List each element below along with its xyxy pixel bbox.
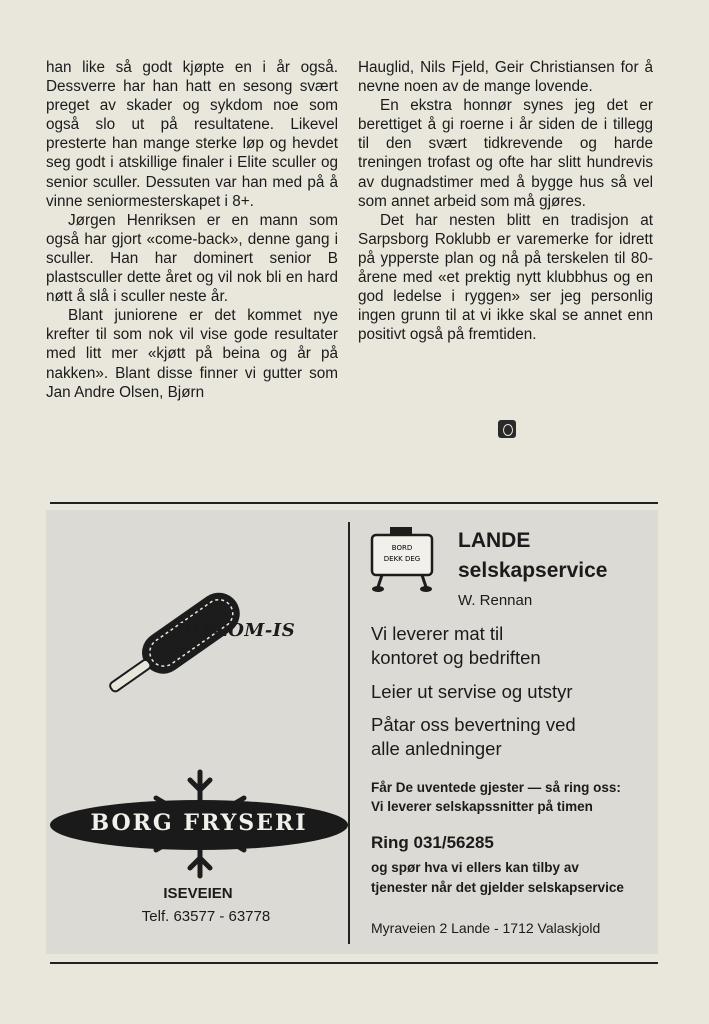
lande-address: Myraveien 2 Lande - 1712 Valaskjold xyxy=(371,920,601,936)
lande-phone: Ring 031/56285 xyxy=(371,833,494,852)
advert-divider xyxy=(348,522,350,944)
offer-line: og spør hva vi ellers kan tilby av xyxy=(371,860,579,875)
paragraph: Blant juniorene er det kommet nye krefter til som nok vil vise gode resultater med litt mer «kjøtt på beina og år på nakken». Blant disse finner vi gutter som Jan Andre Olsen, Bjørn xyxy=(46,307,338,401)
service-line: Påtar oss bevertning ved xyxy=(371,714,576,735)
lande-subtitle: selskapservice xyxy=(458,559,608,582)
top-divider xyxy=(50,502,658,504)
offer-line: tjenester når det gjelder selskapservice xyxy=(371,880,624,895)
paragraph: Det har nesten blitt en tradisjon at Sarpsborg Roklubb er varemerke for idrett på ypperste plan og nå på terskelen til 80-årene med «et prektig nytt klubbhus og en god ledelse i ryggen» ser jeg personlig ingen grunn til at vi ikke skal se annet enn positivt også på fremtiden. xyxy=(358,211,653,344)
article-right-column xyxy=(358,58,653,344)
service-line: Leier ut servise og utstyr xyxy=(371,681,573,702)
bottom-divider xyxy=(50,962,658,964)
diplom-is-logo: DIPLOM-IS xyxy=(176,620,296,641)
article-left-column xyxy=(46,58,338,402)
borg-street: ISEVEIEN xyxy=(163,885,233,902)
paragraph: En ekstra honnør synes jeg det er berettiget å gi roerne i år siden de i tillegg til den svært tidkrevende og harde treningen trofast og ofte har slitt hundrevis av dugnadstimer med å bygge hus så vel som annet arbeid som må gjøres. xyxy=(358,97,653,210)
paragraph: Jørgen Henriksen er en mann som også har gjort «come-back», denne gang i sculler. Han har dominert senior B plastsculler dette året og vil nok bli en hard nøtt å slå i sculler neste år. xyxy=(46,211,338,306)
sign-line-2: DEKK DEG xyxy=(383,555,421,563)
end-of-article-icon xyxy=(498,420,516,438)
service-line: Vi leverer mat til xyxy=(371,623,504,644)
table-mascot-icon xyxy=(368,525,438,595)
lande-owner: W. Rennan xyxy=(458,592,533,609)
service-line: alle anledninger xyxy=(371,738,502,759)
sign-line-1: BORD xyxy=(391,544,413,552)
borg-fryseri-logo: BORG FRYSERI xyxy=(90,810,308,836)
service-line: kontoret og bedriften xyxy=(371,647,541,668)
lande-title: LANDE xyxy=(458,529,531,552)
paragraph: han like så godt kjøpte en i år også. Dessverre har han hatt en sesong svært preget av skader og sykdom noe som også slo ut på resultatene. Likevel presterte han mange sterke løp og hevdet seg godt i atskillige finaler i Elite sculler og senior sculler. Dessuten var han med på å vinne seniormesterskapet i 8+. xyxy=(46,59,338,210)
guests-line: Får De uventede gjester — så ring oss: xyxy=(371,780,621,795)
guests-line: Vi leverer selskapssnitter på timen xyxy=(371,799,593,814)
borg-phone: Telf. 63577 - 63778 xyxy=(141,908,271,925)
paragraph: Hauglid, Nils Fjeld, Geir Christiansen for å nevne noen av de mange lovende. xyxy=(358,59,653,96)
